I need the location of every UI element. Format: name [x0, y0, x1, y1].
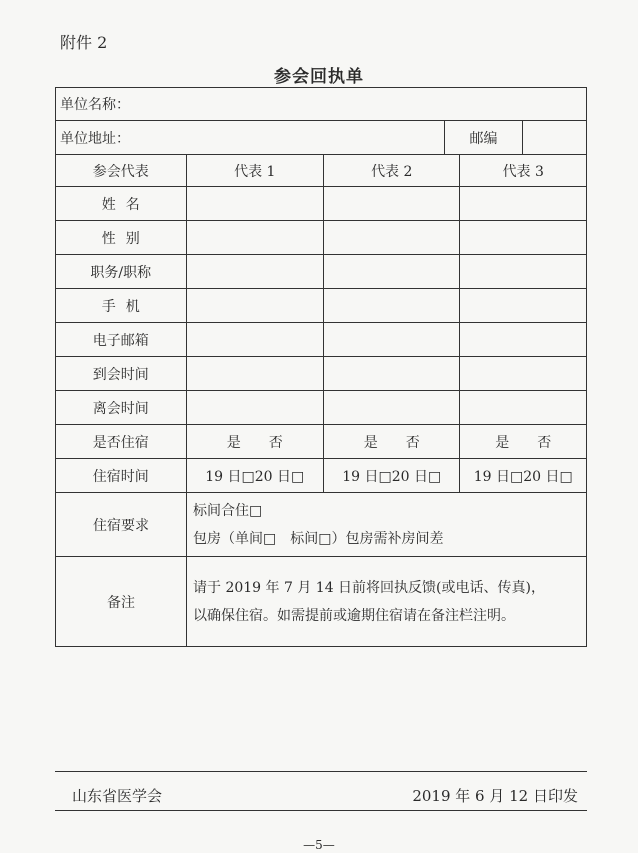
- remarks-line-1: 请于 2019 年 7 月 14 日前将回执反馈(或电话、传真)，: [193, 579, 545, 596]
- unit-address-row: [56, 120, 586, 154]
- departure-label: 离会时间: [92, 400, 149, 417]
- rep3-header: 代表 3: [459, 155, 586, 186]
- phone-rep2-field[interactable]: [323, 289, 459, 322]
- remarks-text: [186, 557, 586, 646]
- name-rep2-field[interactable]: [323, 187, 459, 220]
- unit-name-label[interactable]: 单位名称：: [60, 97, 130, 113]
- no-option[interactable]: 否: [268, 434, 283, 451]
- room-requirement-row: [56, 492, 586, 556]
- no-option[interactable]: 否: [405, 434, 420, 451]
- room-requirement-label: 住宿要求: [93, 517, 149, 534]
- footer-organization: 山东省医学会: [72, 787, 163, 805]
- header-row: [56, 154, 586, 186]
- position-row: [56, 254, 586, 288]
- name-label: 姓名: [101, 196, 150, 213]
- unit-name-row: [56, 88, 586, 120]
- gender-rep1-field[interactable]: [186, 221, 323, 254]
- stay-label: 是否住宿: [92, 434, 149, 451]
- yes-option[interactable]: 是: [495, 434, 510, 451]
- email-rep1-field[interactable]: [186, 323, 323, 356]
- stay-time-rep1-checkboxes[interactable]: 19 日□20 日□: [186, 459, 323, 492]
- postcode-field[interactable]: [522, 121, 586, 154]
- room-options[interactable]: [186, 493, 586, 556]
- yes-option[interactable]: 是: [226, 434, 241, 451]
- departure-row: [56, 390, 586, 424]
- form-title: 参会回执单: [274, 67, 364, 87]
- remarks-label: 备注: [107, 594, 135, 611]
- gender-row: [56, 220, 586, 254]
- name-rep1-field[interactable]: [186, 187, 323, 220]
- unit-address-label[interactable]: 单位地址：: [60, 130, 130, 147]
- arrival-rep2-field[interactable]: [323, 357, 459, 390]
- remarks-line-2: 以确保住宿。如需提前或逾期住宿请在备注栏注明。: [193, 607, 515, 624]
- gender-rep3-field[interactable]: [459, 221, 586, 254]
- position-rep1-field[interactable]: [186, 255, 323, 288]
- reply-form-table: [55, 87, 587, 647]
- remarks-row: [56, 556, 586, 646]
- postcode-label: 邮编: [444, 121, 522, 154]
- phone-label: 手机: [101, 298, 150, 315]
- arrival-row: [56, 356, 586, 390]
- name-rep3-field[interactable]: [459, 187, 586, 220]
- name-row: [56, 186, 586, 220]
- stay-row: [56, 424, 586, 458]
- phone-row: [56, 288, 586, 322]
- stay-time-label: 住宿时间: [92, 468, 149, 485]
- email-label: 电子邮箱: [92, 332, 149, 349]
- departure-rep3-field[interactable]: [459, 391, 586, 424]
- footer-date: 2019 年 6 月 12 日印发: [412, 787, 578, 805]
- position-rep2-field[interactable]: [323, 255, 459, 288]
- arrival-rep1-field[interactable]: [186, 357, 323, 390]
- room-option-shared[interactable]: 标间合住□: [193, 502, 263, 519]
- stay-time-row: [56, 458, 586, 492]
- stay-time-rep3-checkboxes[interactable]: 19 日□20 日□: [459, 459, 586, 492]
- departure-rep2-field[interactable]: [323, 391, 459, 424]
- departure-rep1-field[interactable]: [186, 391, 323, 424]
- stay-rep1-choice[interactable]: [186, 425, 323, 458]
- rep1-header: 代表 1: [186, 155, 323, 186]
- gender-label: 性别: [101, 230, 150, 247]
- rep2-header: 代表 2: [323, 155, 459, 186]
- stay-rep3-choice[interactable]: [459, 425, 586, 458]
- header-label: 参会代表: [92, 163, 149, 180]
- footer-bottom-rule: [55, 810, 587, 811]
- email-row: [56, 322, 586, 356]
- email-rep3-field[interactable]: [459, 323, 586, 356]
- stay-time-rep2-checkboxes[interactable]: 19 日□20 日□: [323, 459, 459, 492]
- position-label: 职务/职称: [90, 264, 152, 281]
- footer-top-rule: [55, 771, 587, 772]
- phone-rep3-field[interactable]: [459, 289, 586, 322]
- no-option[interactable]: 否: [537, 434, 552, 451]
- attachment-label: 附件 2: [60, 33, 108, 52]
- gender-rep2-field[interactable]: [323, 221, 459, 254]
- phone-rep1-field[interactable]: [186, 289, 323, 322]
- position-rep3-field[interactable]: [459, 255, 586, 288]
- yes-option[interactable]: 是: [363, 434, 378, 451]
- stay-rep2-choice[interactable]: [323, 425, 459, 458]
- arrival-rep3-field[interactable]: [459, 357, 586, 390]
- room-option-private[interactable]: 包房（单间□ 标间□）包房需补房间差: [193, 530, 444, 547]
- email-rep2-field[interactable]: [323, 323, 459, 356]
- page-number: —5—: [303, 838, 335, 852]
- arrival-label: 到会时间: [92, 366, 149, 383]
